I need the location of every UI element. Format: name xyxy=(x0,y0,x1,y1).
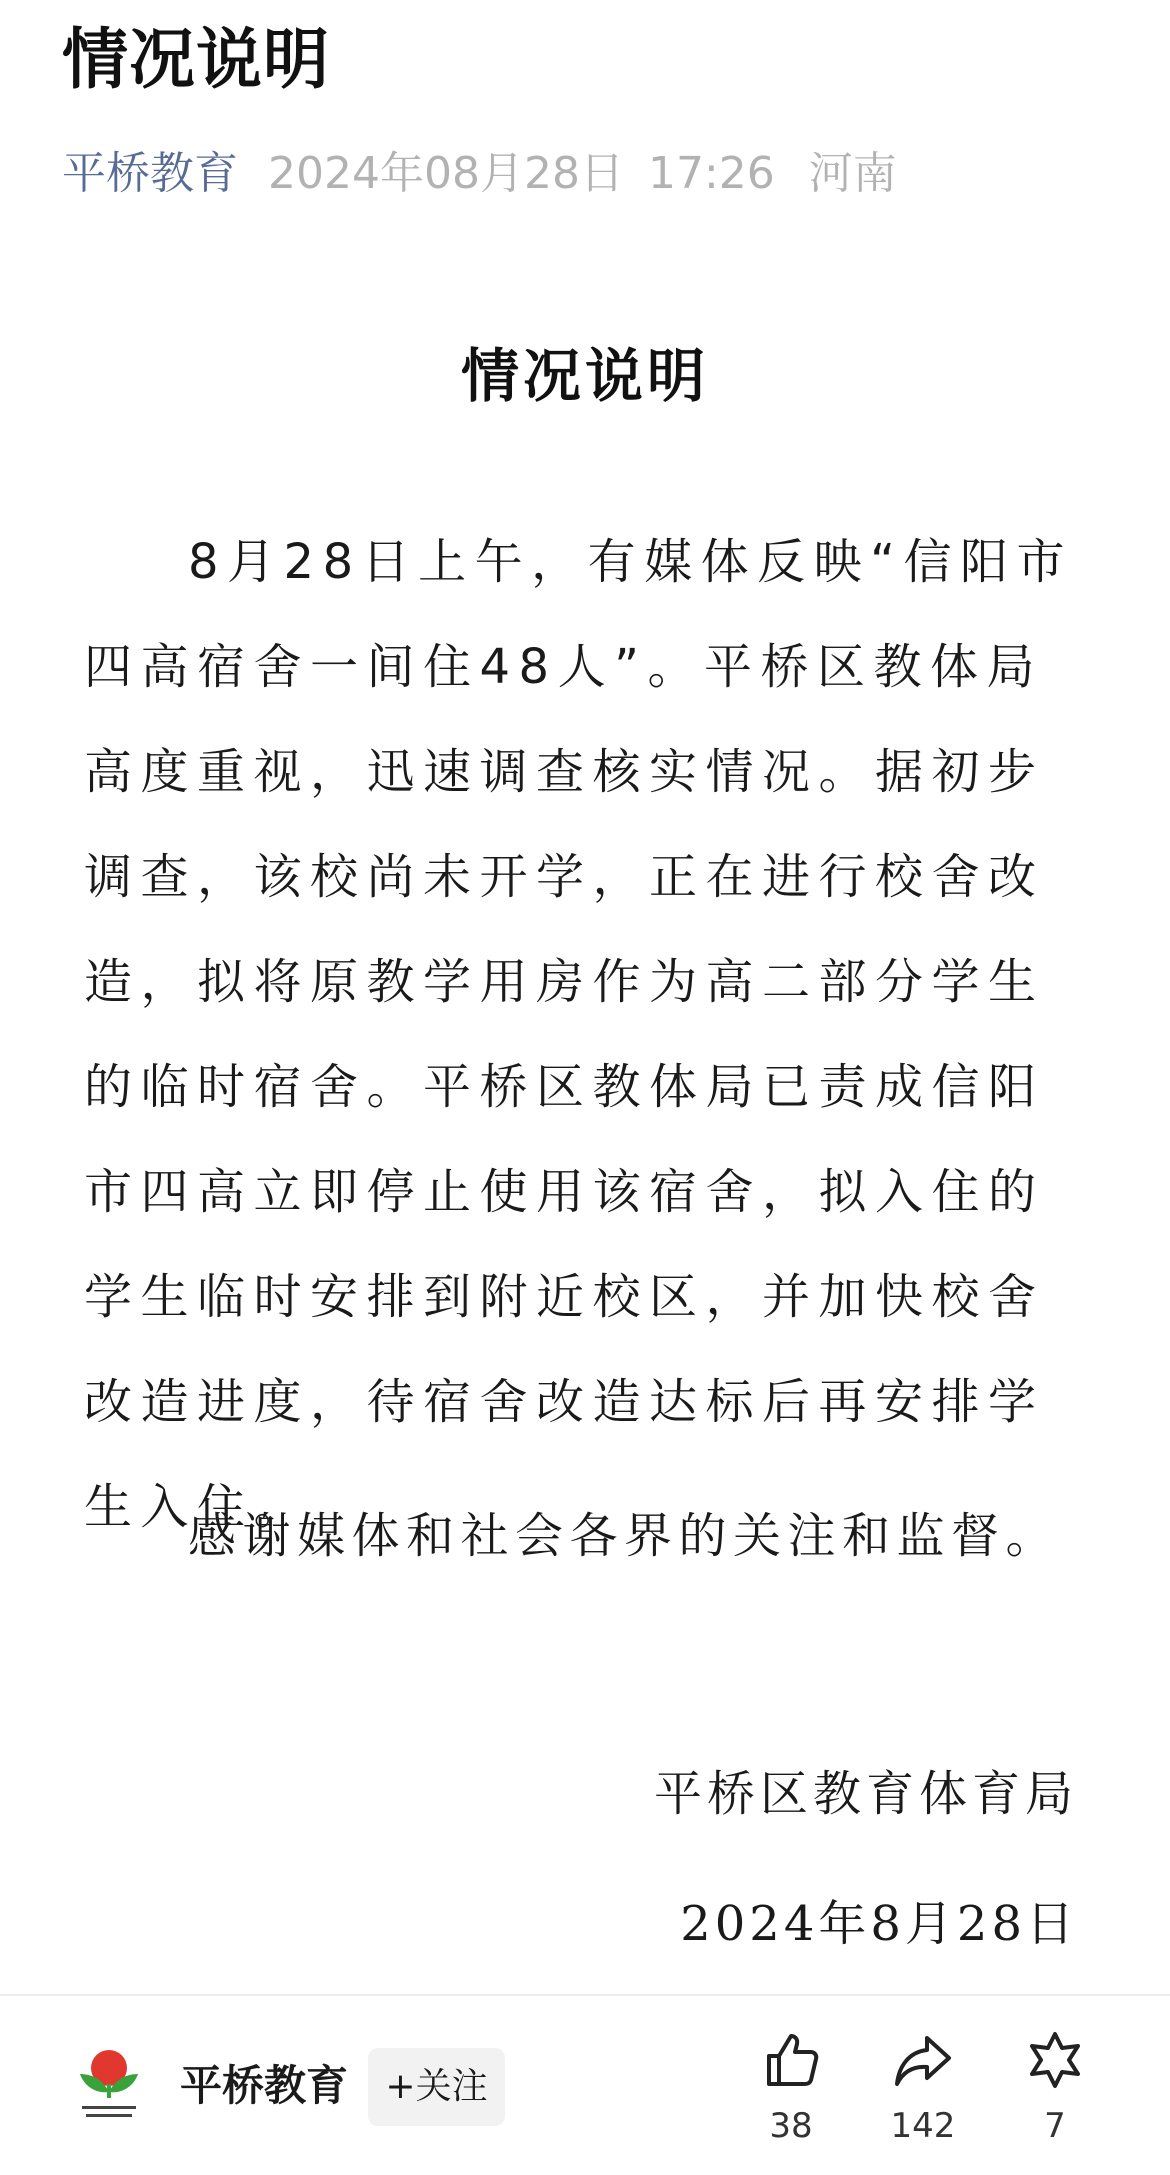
share-arrow-icon xyxy=(893,2030,953,2090)
wow-button[interactable] xyxy=(1000,2030,1110,2160)
article-title: 情况说明 xyxy=(62,21,330,98)
signature-date: 2024年8月28日 xyxy=(680,1896,1078,1952)
account-logo[interactable] xyxy=(76,2044,142,2128)
publish-location: 河南 xyxy=(808,148,897,199)
wow-star-icon xyxy=(1025,2030,1085,2090)
signature-organization: 平桥区教育体育局 xyxy=(653,1766,1078,1822)
article-meta xyxy=(62,144,897,204)
document-thanks: 感谢媒体和社会各界的关注和监督。 xyxy=(188,1508,1061,1564)
publish-time: 17:26 xyxy=(647,148,775,199)
follow-button[interactable]: +关注 xyxy=(368,2048,505,2126)
share-count: 142 xyxy=(890,2106,956,2146)
thumbs-up-icon xyxy=(761,2030,821,2090)
wow-count: 7 xyxy=(1044,2106,1066,2146)
account-link[interactable]: 平桥教育 xyxy=(62,148,238,199)
like-button[interactable] xyxy=(736,2030,846,2160)
share-button[interactable] xyxy=(868,2030,978,2160)
publish-date: 2024年08月28日 xyxy=(268,148,624,199)
account-name[interactable]: 平桥教育 xyxy=(180,2061,349,2110)
document-paragraph: 8月28日上午，有媒体反映“信阳市四高宿舍一间住48人”。平桥区教体局高度重视，迅速调查核实情况。据初步调查，该校尚未开学，正在进行校舍改造，拟将原教学用房作为高二部分学生的临时宿舍。平桥区教体局已责成信阳市四高立即停止使用该宿舍，拟入住的学生临时安排到附近校区，并加快校舍改造进度，待宿舍改造达标后再安排学生入住。 xyxy=(84,534,1073,1535)
account-logo-icon xyxy=(76,2044,142,2128)
bottom-action-bar xyxy=(0,1994,1170,2175)
document-title: 情况说明 xyxy=(460,342,709,410)
like-count: 38 xyxy=(769,2106,813,2146)
